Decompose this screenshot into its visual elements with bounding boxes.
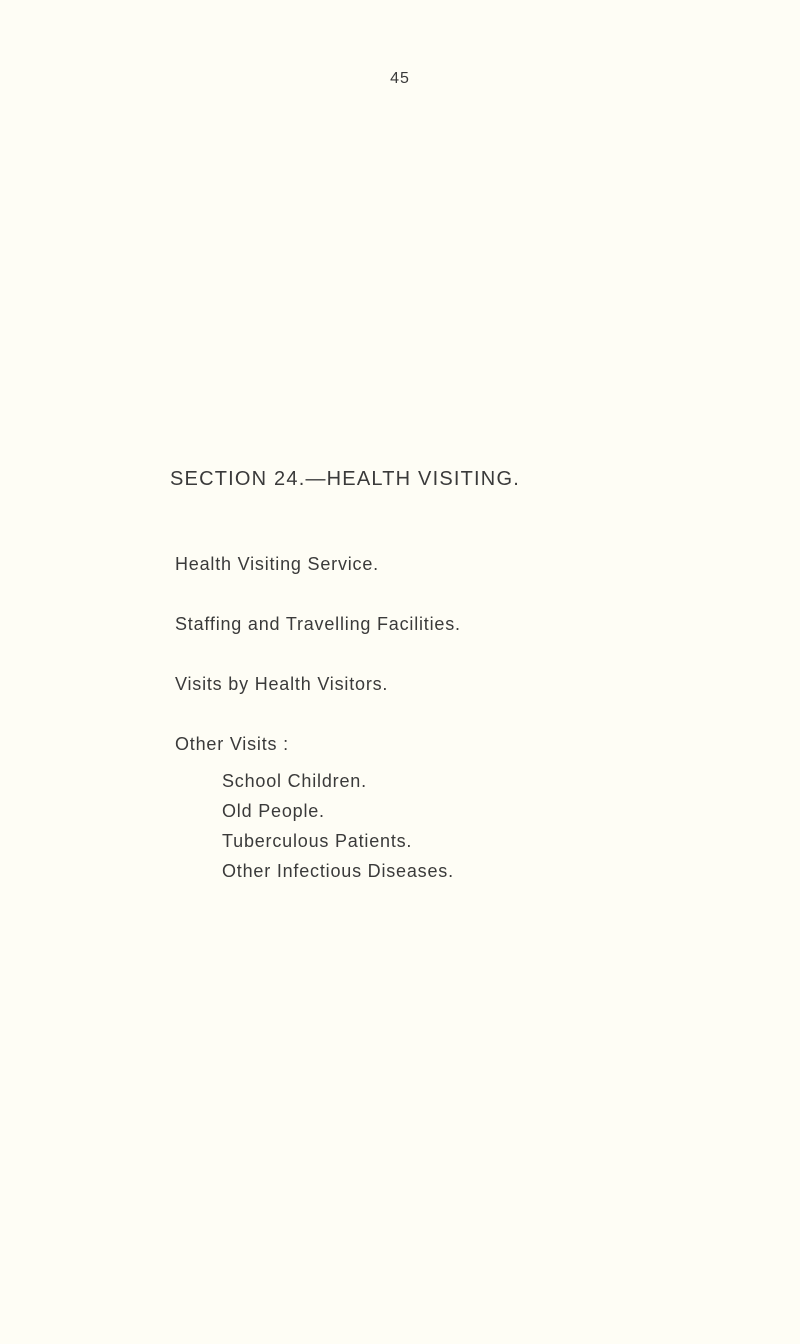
- item-visits-by-health-visitors: Visits by Health Visitors.: [175, 674, 389, 694]
- list-item-school-children: School Children.: [222, 771, 367, 791]
- page-number: 45: [390, 70, 410, 87]
- list-item-old-people: Old People.: [222, 801, 325, 821]
- item-other-visits-heading: Other Visits :: [175, 734, 289, 754]
- list-item-other-infectious-diseases: Other Infectious Diseases.: [222, 861, 454, 881]
- list-item-tuberculous-patients: Tuberculous Patients.: [222, 831, 413, 851]
- item-health-visiting-service: Health Visiting Service.: [175, 554, 379, 574]
- item-staffing-travelling: Staffing and Travelling Facilities.: [175, 614, 461, 634]
- section-title: SECTION 24.—HEALTH VISITING.: [170, 468, 520, 490]
- other-visits-list: [222, 766, 454, 886]
